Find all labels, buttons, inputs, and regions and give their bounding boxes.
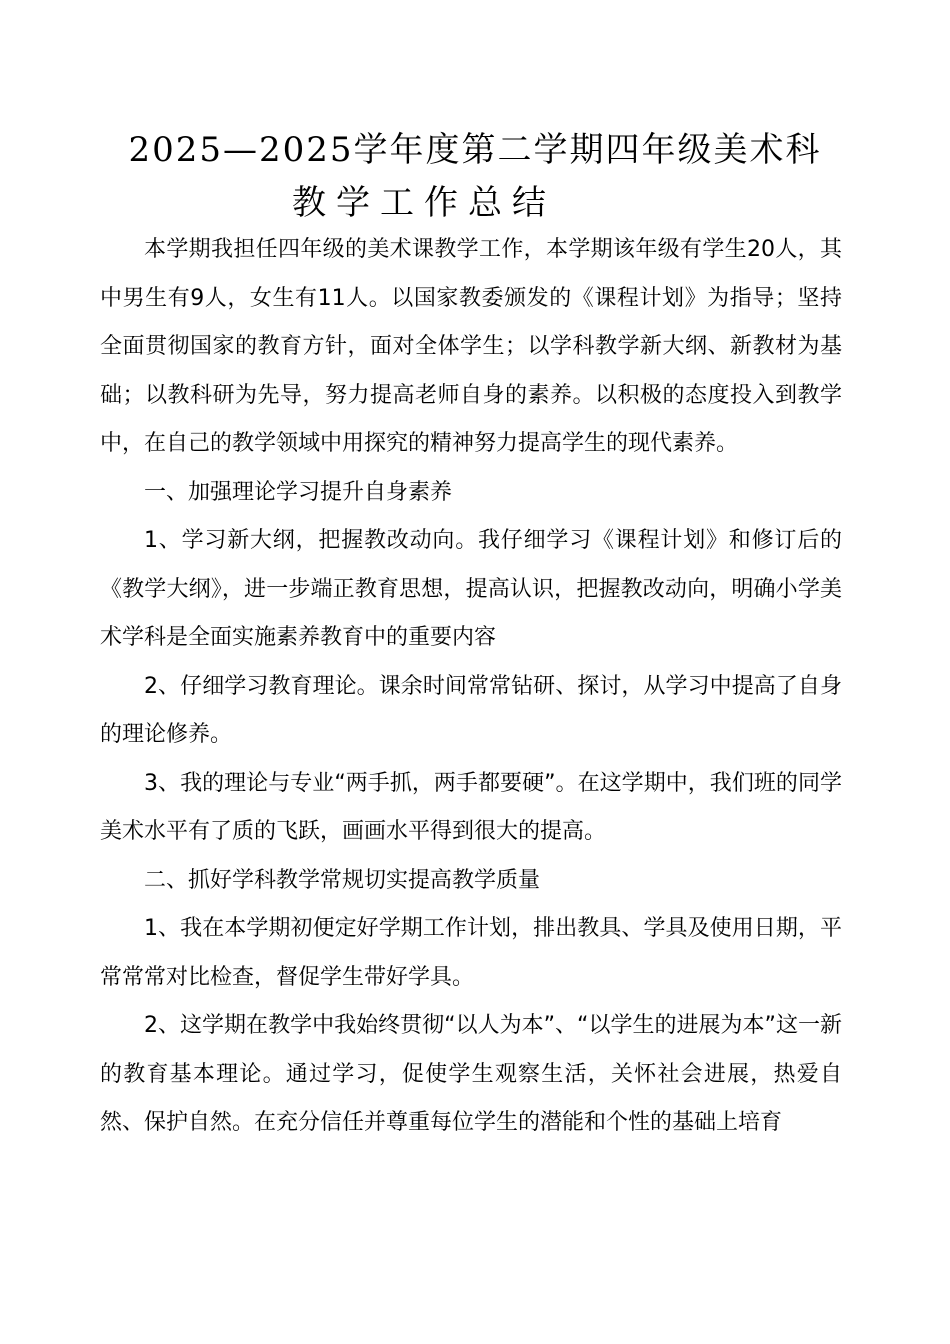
section-heading-2: 二、抓好学科教学常规切实提高教学质量 xyxy=(144,867,541,893)
paragraph-2-2: 2、这学期在教学中我始终贯彻“以人为本”、“以学生的进展为本”这一新的教育基本理论。通过学习，促使学生观察生活，关怀社会进展，热爱自然、保护自然。在充分信任并尊重每位学生的潜能和个性的基础上培育 xyxy=(100,1013,842,1135)
document-title: 2025—2025学年度第二学期四年级美术科 xyxy=(128,130,822,170)
document-subtitle: 教学工作总结 xyxy=(292,183,556,223)
paragraph-1-3: 3、我的理论与专业“两手抓，两手都要硬”。在这学期中，我们班的同学美术水平有了质的飞跃，画画水平得到很大的提高。 xyxy=(100,770,842,844)
document-body xyxy=(100,226,842,1148)
paragraph-1-2: 2、仔细学习教育理论。课余时间常常钻研、探讨，从学习中提高了自身的理论修养。 xyxy=(100,673,842,747)
paragraph-2-1: 1、我在本学期初便定好学期工作计划，排出教具、学具及使用日期，平常常常对比检查，督促学生带好学具。 xyxy=(100,916,842,990)
section-heading-1: 一、加强理论学习提升自身素养 xyxy=(144,479,453,505)
paragraph-intro: 本学期我担任四年级的美术课教学工作，本学期该年级有学生20人，其中男生有9人，女生有11人。以国家教委颁发的《课程计划》为指导；坚持全面贯彻国家的教育方针，面对全体学生；以学科教学新大纲、新教材为基础；以教科研为先导，努力提高老师自身的素养。以积极的态度投入到教学中，在自己的教学领域中用探究的精神努力提高学生的现代素养。 xyxy=(100,237,842,456)
paragraph-1-1: 1、学习新大纲，把握教改动向。我仔细学习《课程计划》和修订后的《教学大纲》，进一步端正教育思想，提高认识，把握教改动向，明确小学美术学科是全面实施素养教育中的重要内容 xyxy=(100,528,842,650)
